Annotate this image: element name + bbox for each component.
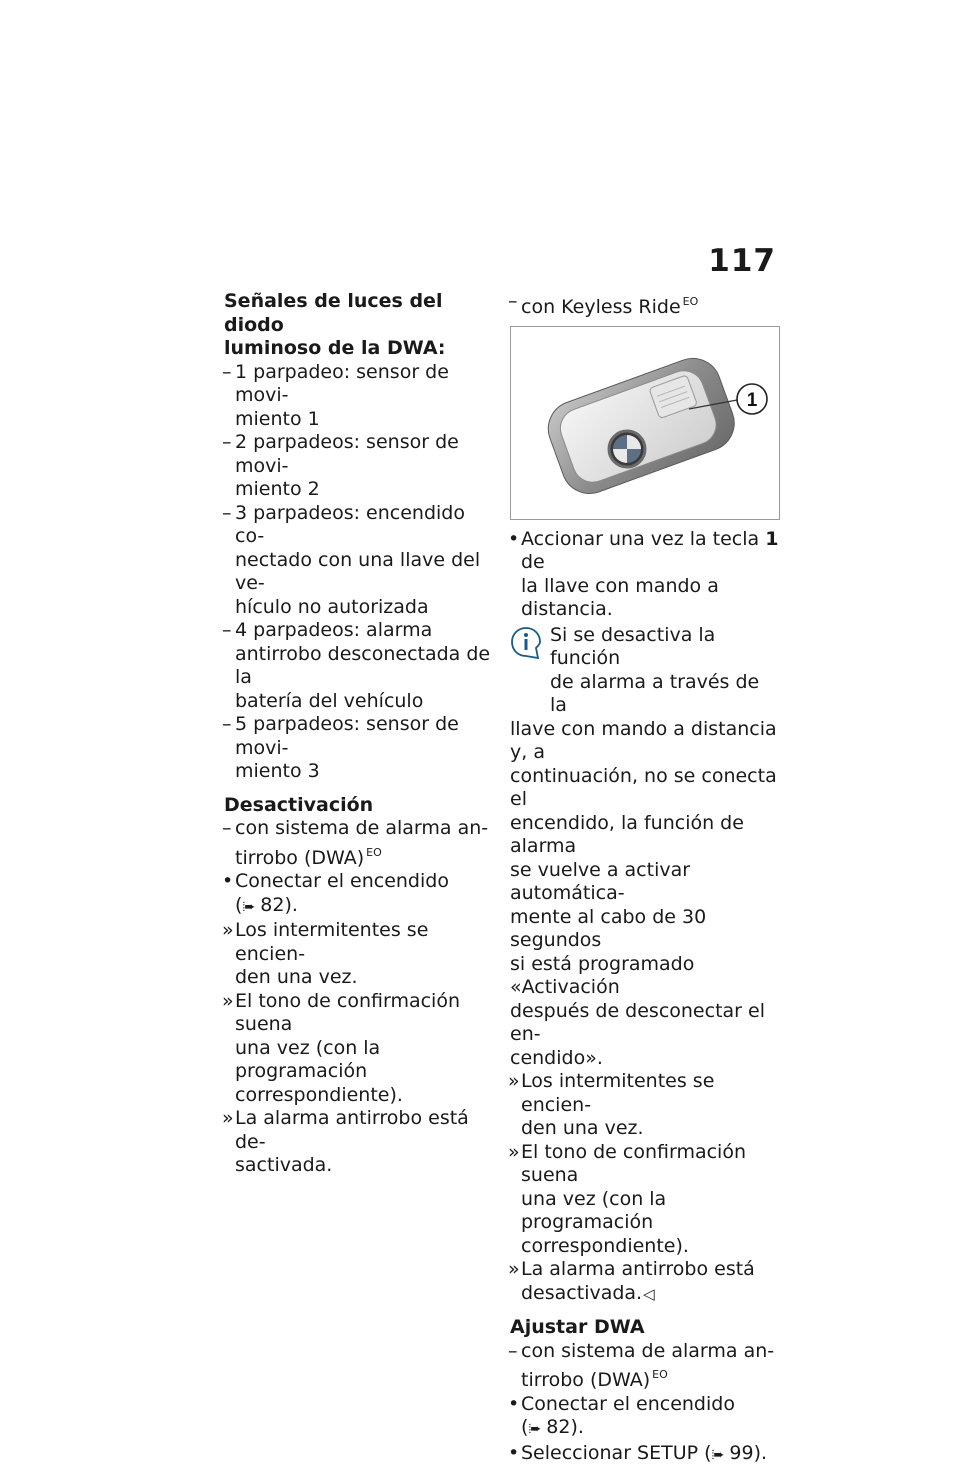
step-item: • Conectar el encendido (⦙➨ 82).: [510, 1393, 782, 1442]
right-column: [510, 290, 782, 1467]
page-reference-arrow-icon: ⦙➨: [528, 1422, 540, 1437]
list-item: – 4 parpadeos: alarma antirrobo desconectada de la batería del vehículo: [224, 619, 494, 713]
key-fob-drawing: [511, 327, 779, 519]
list-item: – 5 parpadeos: sensor de movi- miento 3: [224, 713, 494, 784]
page-number: 117: [708, 243, 776, 279]
result-item: » El tono de confirmación suena una vez (con la programación correspondiente).: [510, 1141, 782, 1259]
condition-item-keyless: – con Keyless Ride $^{EO}$: [510, 290, 782, 320]
step-item: • Seleccionar SETUP (⦙➨ 99).: [510, 1442, 782, 1467]
page-reference-arrow-icon: ⦙➨: [712, 1448, 724, 1463]
result-item: » El tono de confirmación suena una vez (con la programación correspondiente).: [224, 990, 494, 1108]
info-icon: [510, 626, 542, 660]
left-column: [224, 290, 494, 1178]
condition-item: – con sistema de alarma an- tirrobo (DWA) $^{EO}$: [510, 1340, 782, 1393]
eo-superscript: EO: [366, 846, 382, 859]
eo-superscript: EO: [683, 295, 699, 308]
page-reference-arrow-icon: ⦙➨: [242, 900, 254, 915]
result-item: » La alarma antirrobo está desactivada.◁: [510, 1258, 782, 1306]
end-of-section-icon: ◁: [643, 1285, 655, 1303]
condition-item: – con sistema de alarma an- tirrobo (DWA) $^{EO}$: [224, 817, 494, 870]
step-item: • Conectar el encendido (⦙➨ 82).: [224, 870, 494, 919]
result-item: » Los intermitentes se encien- den una vez.: [224, 919, 494, 990]
section-heading-adjust-dwa: Ajustar DWA: [510, 1316, 782, 1340]
list-item: – 2 parpadeos: sensor de movi- miento 2: [224, 431, 494, 502]
callout-number: 1: [747, 390, 758, 411]
key-fob-illustration: [510, 326, 780, 520]
section-heading-deactivation: Desactivación: [224, 794, 494, 818]
result-item: » La alarma antirrobo está de- sactivada.: [224, 1107, 494, 1178]
step-item: • Accionar una vez la tecla 1 de la llave con mando a distancia.: [510, 528, 782, 622]
info-note: Si se desactiva la función de alarma a través de la llave con mando a distancia y, a continuación, no se conecta el encendido, la función de alarma se vuelve a activar automática- mente al cabo de 30 segundos si está programado «Activación después de desconectar el en- cendido».: [510, 624, 782, 1071]
list-item: – 3 parpadeos: encendido co- nectado con una llave del ve- hículo no autorizada: [224, 502, 494, 620]
result-item: » Los intermitentes se encien- den una vez.: [510, 1070, 782, 1141]
section-heading-led-signals: Señales de luces del diodo luminoso de la DWA:: [224, 290, 494, 361]
eo-superscript: EO: [652, 1368, 668, 1381]
list-item: – 1 parpadeo: sensor de movi- miento 1: [224, 361, 494, 432]
